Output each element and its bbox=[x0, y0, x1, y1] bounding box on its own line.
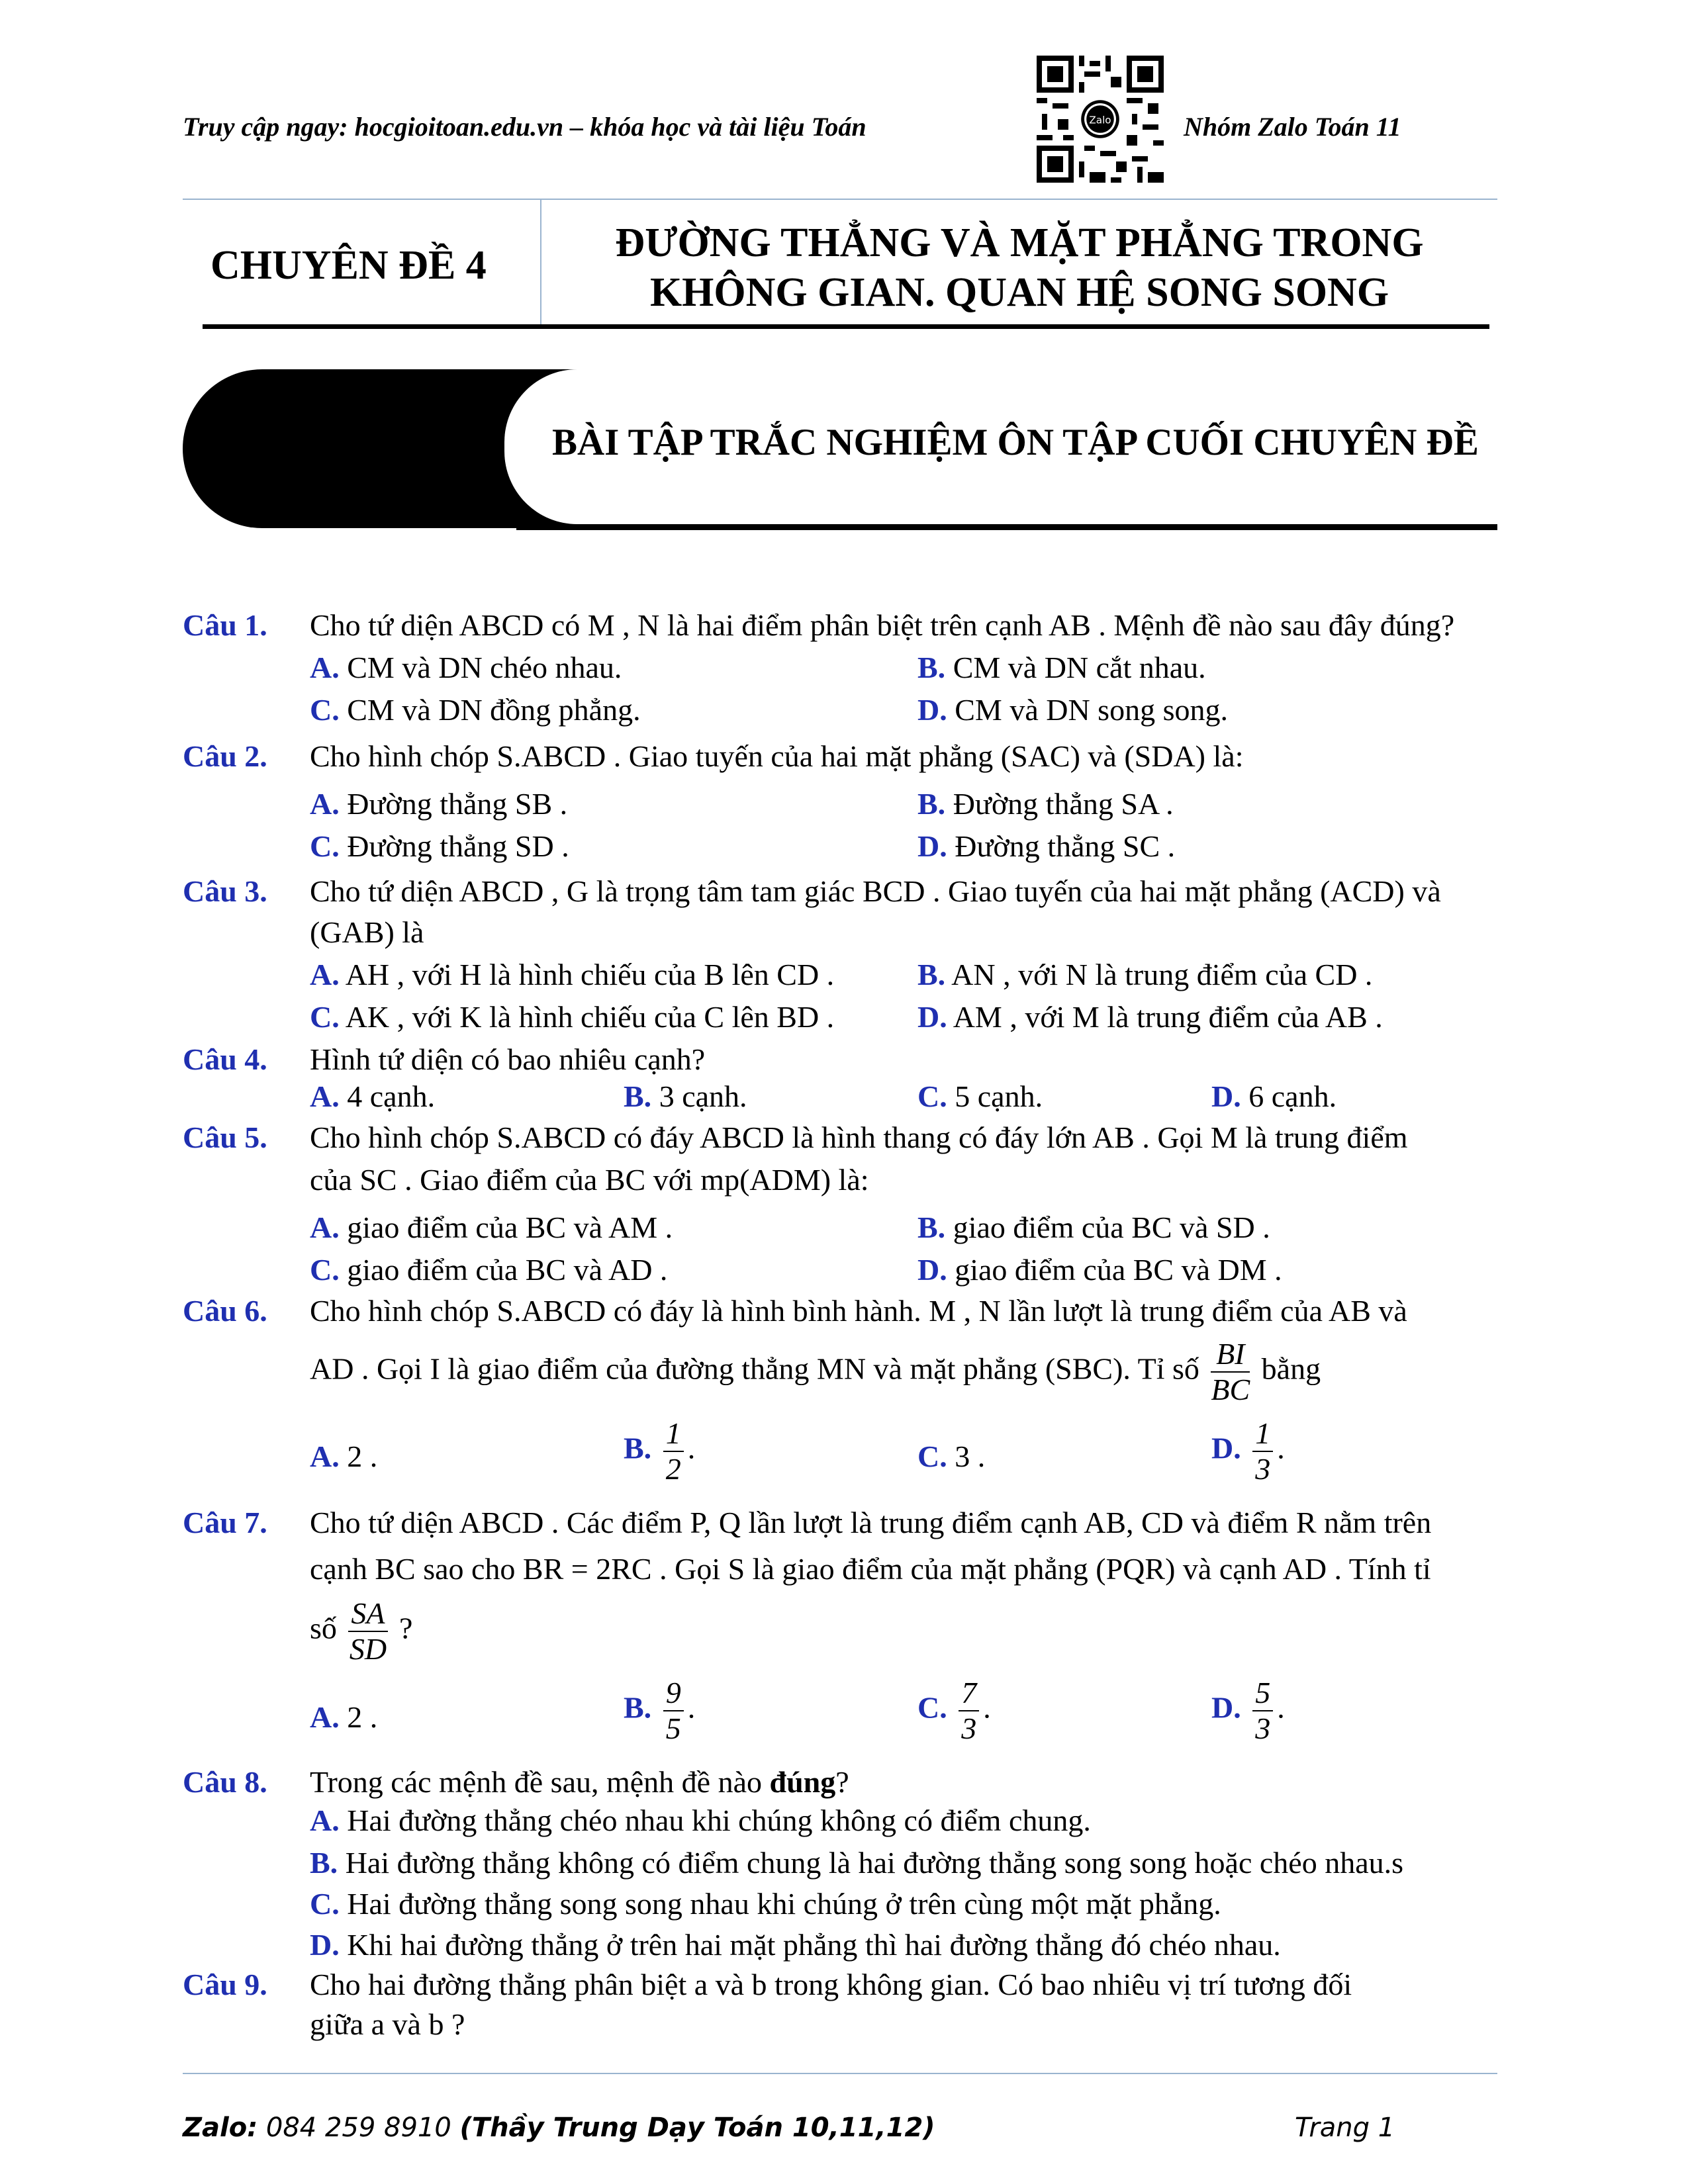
question-stem: Cho tứ diện ABCD có M , N là hai điểm phân biệt trên cạnh AB . Mệnh đề nào sau đây đúng? bbox=[310, 608, 1455, 642]
option-c[interactable]: C. 3 . bbox=[917, 1439, 986, 1473]
question-stem: Cho hình chóp S.ABCD . Giao tuyến của hai mặt phẳng (SAC) và (SDA) là: bbox=[310, 739, 1244, 773]
option-a[interactable]: A. 4 cạnh. bbox=[310, 1079, 436, 1113]
question-stem-line-2: cạnh BC sao cho BR = 2RC . Gọi S là giao điểm của mặt phẳng (PQR) và cạnh AD . Tính tỉ bbox=[310, 1552, 1431, 1586]
option-d[interactable]: D. $\frac{1}{3}$ . bbox=[1211, 1416, 1285, 1486]
option-d[interactable]: D. AM , với M là trung điểm của AB . bbox=[917, 1000, 1383, 1034]
question-stem-line-2: AD . Gọi I là giao điểm của đường thẳng MN và mặt phẳng (SBC). Tỉ số $\frac{BI}{BC}$ bằng bbox=[310, 1337, 1321, 1406]
option-c[interactable]: C. Hai đường thẳng song song nhau khi chúng ở trên cùng một mặt phẳng. bbox=[310, 1887, 1221, 1921]
question-label: Câu 1. bbox=[183, 608, 267, 642]
option-d[interactable]: D. 6 cạnh. bbox=[1211, 1079, 1337, 1113]
qr-code-icon bbox=[1037, 56, 1164, 183]
chapter-vertical-divider bbox=[540, 199, 541, 326]
option-b[interactable]: B. Hai đường thẳng không có điểm chung là hai đường thẳng song song hoặc chéo nhau.s bbox=[310, 1846, 1404, 1880]
option-c[interactable]: C. giao điểm của BC và AD . bbox=[310, 1253, 668, 1287]
option-d[interactable]: D. CM và DN song song. bbox=[917, 693, 1228, 727]
question-stem-line-2: giữa a và b ? bbox=[310, 2007, 465, 2041]
option-c[interactable]: C. $\frac{7}{3}$ . bbox=[917, 1676, 991, 1745]
question-label: Câu 3. bbox=[183, 874, 267, 908]
fraction: $\frac{SA}{SD}$ bbox=[349, 1596, 387, 1666]
question-label: Câu 7. bbox=[183, 1506, 267, 1539]
chapter-title-line-1: ĐƯỜNG THẲNG VÀ MẶT PHẲNG TRONG bbox=[615, 220, 1424, 265]
footer-contact: Zalo: 084 259 8910 (Thầy Trung Dạy Toán 10,11,12) bbox=[183, 2113, 935, 2143]
footer-divider bbox=[183, 2073, 1497, 2074]
question-stem-line-1: Cho hình chóp S.ABCD có đáy ABCD là hình thang có đáy lớn AB . Gọi M là trung điểm bbox=[310, 1120, 1408, 1154]
question-stem-line-1: Cho hai đường thẳng phân biệt a và b trong không gian. Có bao nhiêu vị trí tương đối bbox=[310, 1968, 1352, 2001]
option-d[interactable]: D. Đường thẳng SC . bbox=[917, 829, 1176, 863]
page-number: Trang 1 bbox=[1295, 2113, 1395, 2143]
header-divider bbox=[183, 199, 1497, 200]
question-stem-line-2: của SC . Giao điểm của BC với mp(ADM) là: bbox=[310, 1163, 869, 1197]
option-c[interactable]: C. AK , với K là hình chiếu của C lên BD . bbox=[310, 1000, 835, 1034]
chapter-title-line-2: KHÔNG GIAN. QUAN HỆ SONG SONG bbox=[649, 270, 1389, 315]
option-a[interactable]: A. AH , với H là hình chiếu của B lên CD . bbox=[310, 958, 835, 991]
option-a[interactable]: A. Đường thẳng SB . bbox=[310, 787, 568, 821]
question-label: Câu 2. bbox=[183, 739, 267, 773]
option-a[interactable]: A. giao điểm của BC và AM . bbox=[310, 1210, 673, 1244]
option-d[interactable]: D. $\frac{5}{3}$ . bbox=[1211, 1676, 1285, 1745]
option-a[interactable]: A. Hai đường thẳng chéo nhau khi chúng không có điểm chung. bbox=[310, 1803, 1091, 1837]
option-c[interactable]: C. CM và DN đồng phẳng. bbox=[310, 693, 641, 727]
question-label: Câu 9. bbox=[183, 1968, 267, 2001]
chapter-label: CHUYÊN ĐỀ 4 bbox=[211, 243, 487, 288]
question-label: Câu 8. bbox=[183, 1765, 267, 1799]
question-stem: Trong các mệnh đề sau, mệnh đề nào đúng? bbox=[310, 1765, 849, 1799]
question-stem-line-1: Cho hình chóp S.ABCD có đáy là hình bình hành. M , N lần lượt là trung điểm của AB và bbox=[310, 1294, 1407, 1328]
option-d[interactable]: D. giao điểm của BC và DM . bbox=[917, 1253, 1282, 1287]
option-c[interactable]: C. 5 cạnh. bbox=[917, 1079, 1043, 1113]
header-zalo-group: Nhóm Zalo Toán 11 bbox=[1184, 112, 1401, 142]
question-stem-line-1: Cho tứ diện ABCD . Các điểm P, Q lần lượt là trung điểm cạnh AB, CD và điểm R nằm trên bbox=[310, 1506, 1432, 1539]
option-b[interactable]: B. $\frac{1}{2}$ . bbox=[624, 1416, 696, 1486]
option-b[interactable]: B. AN , với N là trung điểm của CD . bbox=[917, 958, 1373, 991]
question-label: Câu 5. bbox=[183, 1120, 267, 1154]
header-site-link[interactable]: Truy cập ngay: hocgioitoan.edu.vn – khóa học và tài liệu Toán bbox=[183, 112, 867, 142]
chapter-title bbox=[556, 218, 1483, 318]
option-a[interactable]: A. 2 . bbox=[310, 1700, 378, 1734]
question-stem-line-2: (GAB) là bbox=[310, 915, 424, 949]
section-banner-underline bbox=[516, 524, 1497, 530]
question-label: Câu 4. bbox=[183, 1042, 267, 1076]
option-a[interactable]: A. CM và DN chéo nhau. bbox=[310, 651, 622, 684]
option-b[interactable]: B. $\frac{9}{5}$ . bbox=[624, 1676, 696, 1745]
chapter-underline bbox=[203, 324, 1489, 329]
fraction: $\frac{BI}{BC}$ bbox=[1211, 1337, 1250, 1406]
question-stem-line-3: số $\frac{SA}{SD}$ ? bbox=[310, 1596, 413, 1666]
option-c[interactable]: C. Đường thẳng SD . bbox=[310, 829, 569, 863]
option-b[interactable]: B. 3 cạnh. bbox=[624, 1079, 747, 1113]
option-d[interactable]: D. Khi hai đường thẳng ở trên hai mặt phẳng thì hai đường thẳng đó chéo nhau. bbox=[310, 1928, 1281, 1962]
section-title: BÀI TẬP TRẮC NGHIỆM ÔN TẬP CUỐI CHUYÊN ĐỀ bbox=[552, 422, 1479, 463]
qr-center-label: Zalo bbox=[1089, 114, 1111, 126]
question-stem: Hình tứ diện có bao nhiêu cạnh? bbox=[310, 1042, 706, 1076]
question-stem-line-1: Cho tứ diện ABCD , G là trọng tâm tam giác BCD . Giao tuyến của hai mặt phẳng (ACD) và bbox=[310, 874, 1441, 908]
option-b[interactable]: B. CM và DN cắt nhau. bbox=[917, 651, 1206, 684]
option-b[interactable]: B. giao điểm của BC và SD . bbox=[917, 1210, 1270, 1244]
option-b[interactable]: B. Đường thẳng SA . bbox=[917, 787, 1174, 821]
option-a[interactable]: A. 2 . bbox=[310, 1439, 378, 1473]
question-label: Câu 6. bbox=[183, 1294, 267, 1328]
